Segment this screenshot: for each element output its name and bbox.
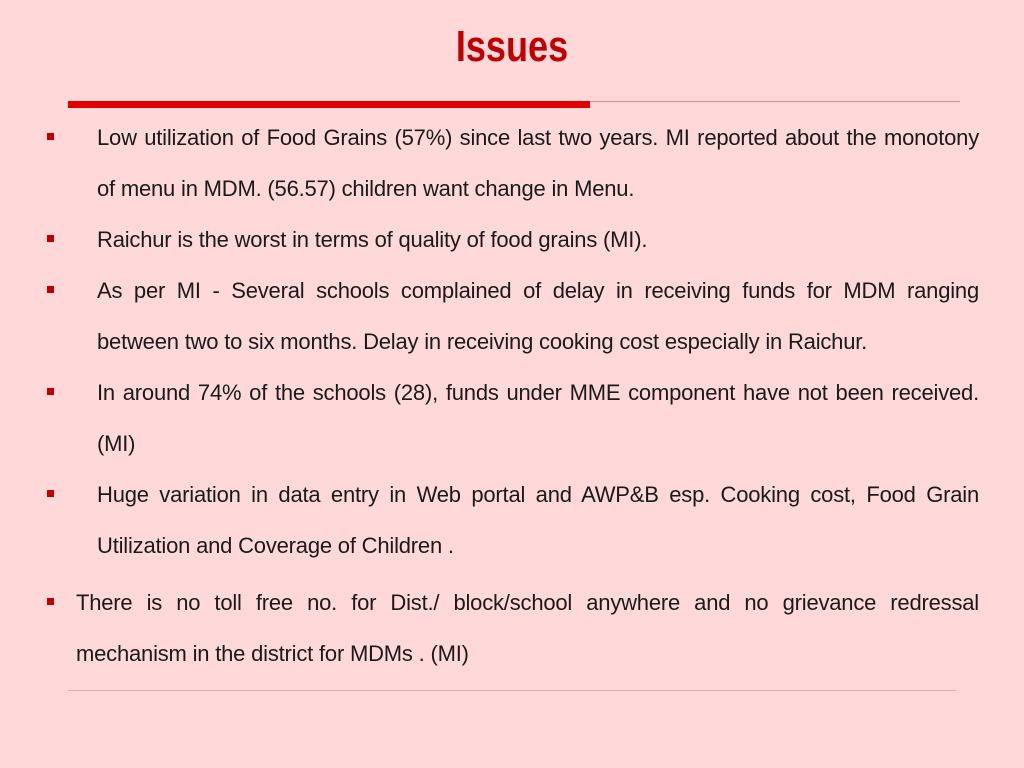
list-item: [97, 265, 979, 367]
square-bullet-icon: [47, 598, 54, 605]
square-bullet-icon: [47, 490, 54, 497]
square-bullet-icon: [47, 133, 54, 140]
bullet-text: Low utilization of Food Grains (57%) since last two years. MI reported about the monotony of menu in MDM. (56.57) children want change in Menu.: [97, 125, 979, 201]
square-bullet-icon: [47, 235, 54, 242]
list-item: [76, 577, 979, 679]
bullet-list: [0, 112, 1024, 679]
list-item: [97, 214, 979, 265]
bullet-text: Huge variation in data entry in Web portal and AWP&B esp. Cooking cost, Food Grain Utilization and Coverage of Children .: [97, 482, 979, 558]
title-underline-thin: [590, 101, 960, 102]
bullet-text: As per MI - Several schools complained of delay in receiving funds for MDM ranging between two to six months. Delay in receiving cooking cost especially in Raichur.: [97, 278, 979, 354]
bullet-text: Raichur is the worst in terms of quality of food grains (MI).: [97, 227, 648, 252]
bullet-text: In around 74% of the schools (28), funds under MME component have not been received.(MI): [97, 380, 979, 456]
bullet-text: There is no toll free no. for Dist./ block/school anywhere and no grievance redressal mechanism in the district for MDMs . (MI): [76, 590, 979, 666]
square-bullet-icon: [47, 388, 54, 395]
slide-title: Issues: [455, 22, 569, 71]
list-item: [97, 367, 979, 469]
title-underline-thick: [68, 101, 590, 108]
square-bullet-icon: [47, 286, 54, 293]
list-item: [97, 112, 979, 214]
footer-divider: [68, 690, 956, 691]
list-item: [97, 469, 979, 571]
